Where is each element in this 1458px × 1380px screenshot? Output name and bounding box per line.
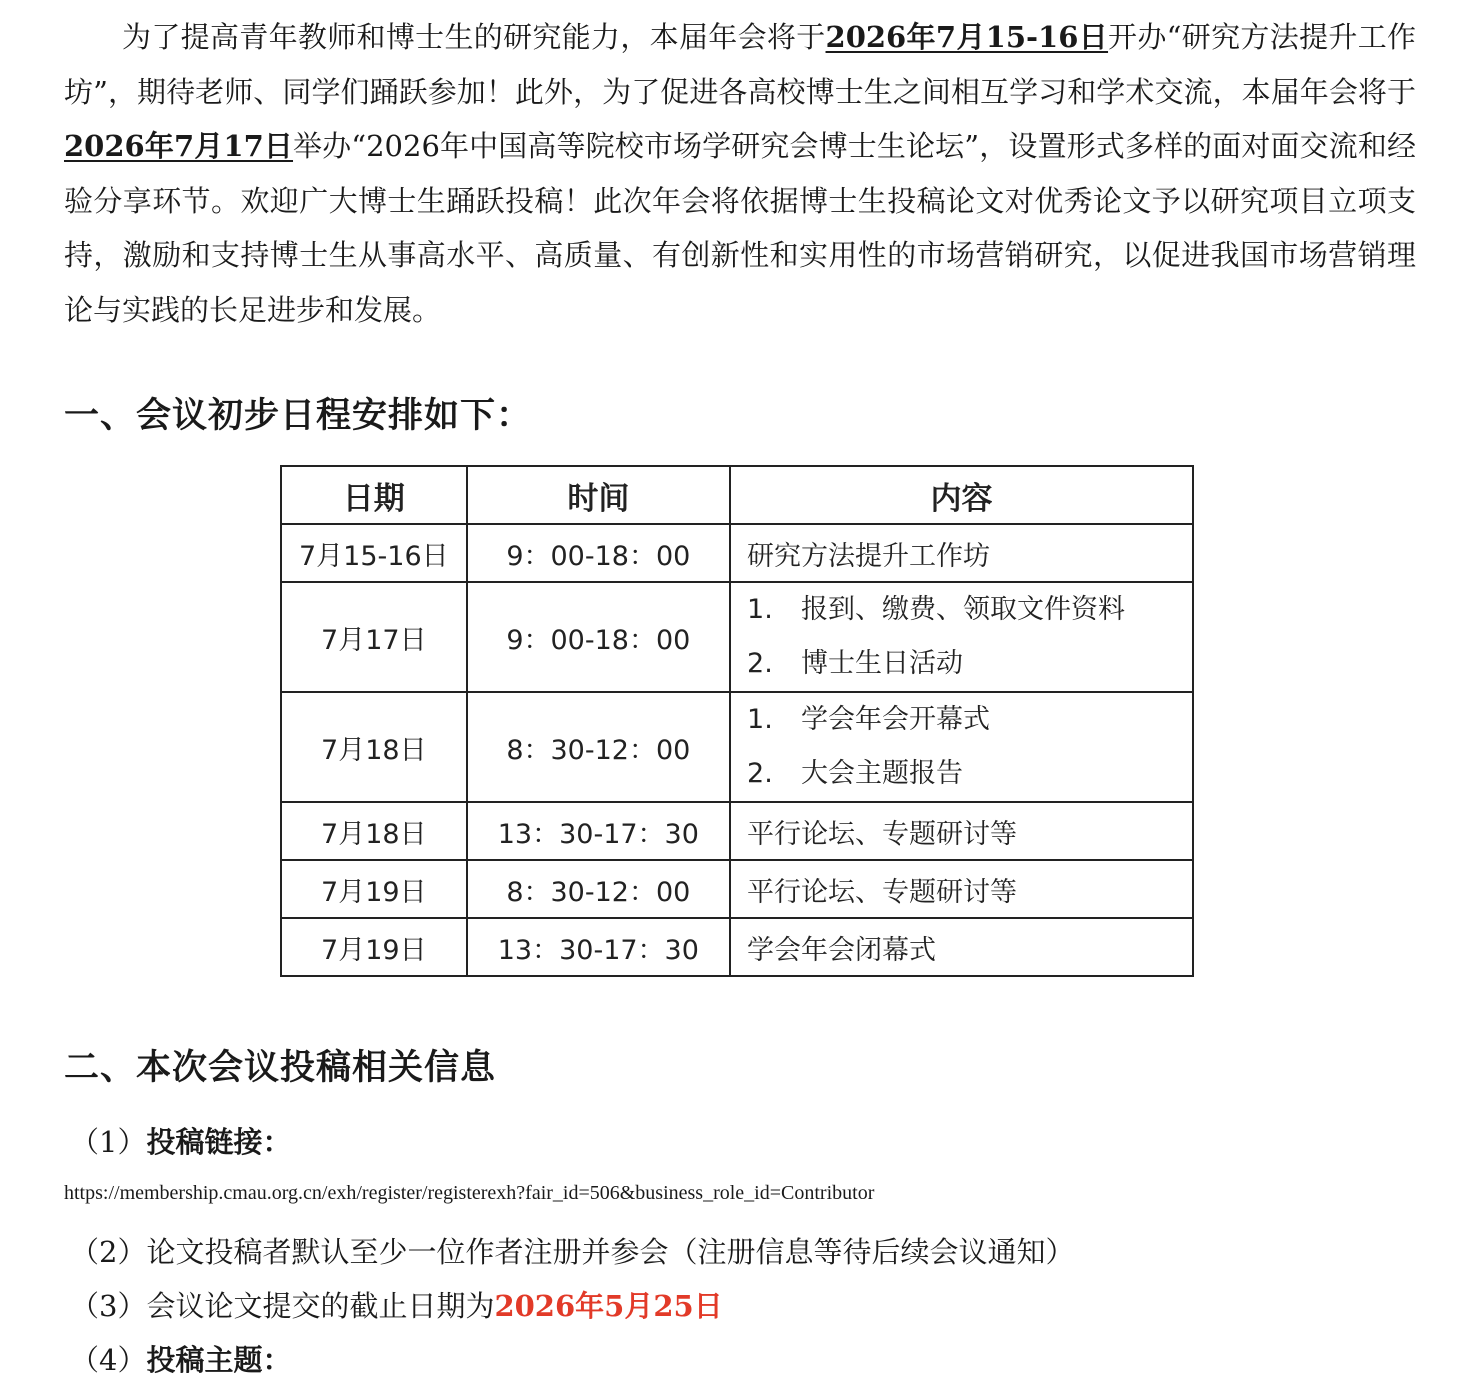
list-number: 2.	[747, 648, 773, 679]
cell-time: 13：30-17：30	[467, 802, 730, 860]
section-heading-schedule: 一、会议初步日程安排如下：	[64, 395, 533, 436]
header-content: 内容	[730, 466, 1193, 524]
list-item	[747, 583, 1192, 637]
registration-note: （2）论文投稿者默认至少一位作者注册并参会（注册信息等待后续会议通知）	[70, 1235, 1075, 1269]
schedule-table	[280, 465, 1194, 977]
list-text: 学会年会开幕式	[801, 704, 991, 735]
section-heading-submission: 二、本次会议投稿相关信息	[64, 1047, 497, 1088]
deadline-note	[70, 1284, 723, 1325]
header-date: 日期	[281, 466, 467, 524]
list-item	[747, 693, 1192, 747]
table-row	[281, 524, 1193, 582]
workshop-date: 2026年7月15-16日	[825, 20, 1109, 54]
cell-time: 8：30-12：00	[467, 860, 730, 918]
list-number: 1.	[747, 594, 773, 625]
cell-time: 9：00-18：00	[467, 582, 730, 692]
cell-content	[730, 582, 1193, 692]
list-item	[747, 747, 1192, 801]
table-header-row	[281, 466, 1193, 524]
intro-text-1: 为了提高青年教师和博士生的研究能力，本届年会将于	[122, 20, 826, 54]
table-row	[281, 918, 1193, 976]
submission-topics-label	[70, 1338, 291, 1379]
deadline-date: 2026年5月25日	[494, 1289, 723, 1323]
list-item	[747, 637, 1192, 691]
cell-time: 9：00-18：00	[467, 524, 730, 582]
list-text: 大会主题报告	[801, 758, 964, 789]
table-row	[281, 802, 1193, 860]
item-number: （1）	[70, 1125, 147, 1159]
list-number: 1.	[747, 704, 773, 735]
intro-paragraph	[64, 10, 1416, 337]
cell-content: 学会年会闭幕式	[730, 918, 1193, 976]
list-text: 博士生日活动	[801, 648, 964, 679]
cell-date: 7月18日	[281, 692, 467, 802]
intro-text-2: 开办“研究方法提升工作坊”，期待老师、同学们踊跃参加！此外，为了促进各高校博士生之间相互学习和学术交流，本届年会将于	[64, 20, 1417, 109]
table-row	[281, 860, 1193, 918]
intro-text-3: 举办“2026年中国高等院校市场学研究会博士生论坛”，设置形式多样的面对面交流和经验分享环节。欢迎广大博士生踊跃投稿！此次年会将依据博士生投稿论文对优秀论文予以研究项目立项支持，激励和支持博士生从事高水平、高质量、有创新性和实用性的市场营销研究，以促进我国市场营销理论与实践的长足进步和发展。	[64, 129, 1416, 327]
submission-link-label	[70, 1120, 291, 1161]
cell-time: 8：30-12：00	[467, 692, 730, 802]
table-row	[281, 582, 1193, 692]
cell-content: 平行论坛、专题研讨等	[730, 802, 1193, 860]
cell-date: 7月17日	[281, 582, 467, 692]
cell-time: 13：30-17：30	[467, 918, 730, 976]
forum-date: 2026年7月17日	[64, 129, 294, 163]
item-number: （4）	[70, 1343, 147, 1377]
submission-link[interactable]: https://membership.cmau.org.cn/exh/register/registerexh?fair_id=506&business_role_id=Contributor	[64, 1182, 875, 1204]
cell-content	[730, 692, 1193, 802]
cell-content: 研究方法提升工作坊	[730, 524, 1193, 582]
deadline-prefix: （3）会议论文提交的截止日期为	[70, 1289, 495, 1323]
cell-date: 7月15-16日	[281, 524, 467, 582]
table-row	[281, 692, 1193, 802]
item-label: 投稿链接：	[146, 1125, 292, 1159]
header-time: 时间	[467, 466, 730, 524]
list-number: 2.	[747, 758, 773, 789]
cell-date: 7月19日	[281, 918, 467, 976]
cell-content: 平行论坛、专题研讨等	[730, 860, 1193, 918]
list-text: 报到、缴费、领取文件资料	[801, 594, 1126, 625]
cell-date: 7月19日	[281, 860, 467, 918]
cell-date: 7月18日	[281, 802, 467, 860]
item-label: 投稿主题：	[146, 1343, 292, 1377]
